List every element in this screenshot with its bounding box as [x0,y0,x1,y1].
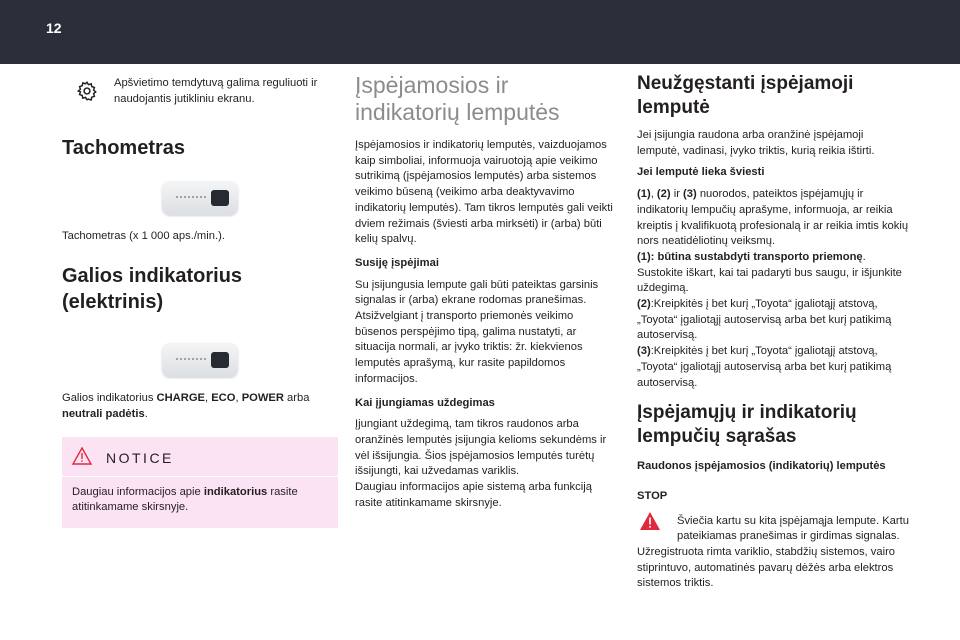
page-header-bar [0,0,960,64]
associated-warnings-subheading: Susiję įspėjimai [355,256,439,269]
right-column [637,72,909,592]
stop-text: Šviečia kartu su kita įspėjamąja lempute. Kartu pateikiamas pranešimas ir girdimas signalas. [677,514,909,543]
notice-box [62,437,338,528]
page-number: 12 [46,20,62,36]
stop-label: STOP [637,489,668,502]
warning-triangle-icon [72,447,92,470]
lamp-list-heading: Įspėjamųjų ir indikatorių lempučių sąrašas [637,402,857,448]
notice-text: Daugiau informacijos apie indikatorius rasite atitinkamame skirsnyje. [72,485,298,514]
notice-title: NOTICE [106,450,174,467]
references-paragraph: (1), (2) ir (3) nuorodos, pateiktos įspėjamųjų ir indikatorių lempučių aprašyme, informuoja, ar reikia kreiptis į kvalifikuotą profesionalą ir ar reikia imtis kokių nors neatidėliotinų veiksmų. [637,188,909,248]
settings-gear-icon [76,80,106,107]
red-lamps-subheading: Raudonos įspėjamosios (indikatorių) lemputės [637,460,886,473]
warning-lamps-heading: Įspėjamosios ir indikatorių lemputės [355,72,560,125]
persistent-lamp-heading: Neužgęstanti įspėjamoji lemputė [637,73,854,118]
warning-lamps-intro: Įspėjamosios ir indikatorių lemputės, vaizduojamos kaip simboliai, informuoja vairuotoją apie veikimo sutrikimą (įspėjamosios lemputės) arba sistemos veikimo būseną (veikimo arba deaktyvavimo indikatorių lemputės). Tam tikros lemputės gali veikti dviem režimais (šviesti arba mirksėti) ir (arba) būti kelių spalvų. [355,139,613,246]
reference-1-paragraph: (1): būtina sustabdyti transporto priemonę. Sustokite iškart, kai tai padaryti bus saugu, ir išjunkite uždegimą. [637,250,902,295]
reference-3-paragraph: (3):Kreipkitės į bet kurį „Toyota“ įgaliotąjį atstovą, „Toyota“ įgaliotąjį autoservisą arba bet kurį patikimą autoservisą. [637,345,892,389]
power-gauge-icon [162,343,238,377]
power-indicator-heading: Galios indikatorius (elektrinis) [62,265,243,314]
dimmer-note-text: Apšvietimo temdytuvą galima reguliuoti ir naudojantis jutikliniu ekranu. [114,77,318,105]
power-indicator-caption: Galios indikatorius CHARGE, ECO, POWER arba neutrali padėtis. [62,392,310,420]
ignition-subheading: Kai įjungiamas uždegimas [355,396,495,409]
middle-column [355,72,617,511]
associated-warnings-text: Su įsijungusia lempute gali būti pateiktas garsinis signalas ir (arba) ekrane rodomas pranešimas. Atsižvelgiant į transporto priemonės veikimo būsenos perspėjimo tipą, galima nustatyti, ar situacija normali, ar įvyko triktis: žr. kiekvienos lemputės aprašymą, kur rasite papildomos informacijos. [355,278,599,385]
tachometer-gauge-icon [162,181,238,215]
reference-2-paragraph: (2):Kreipkitės į bet kurį „Toyota“ įgaliotąjį atstovą, „Toyota“ įgaliotąjį autoservisą arba bet kurį patikimą autoservisą. [637,298,892,342]
dimmer-note [62,76,338,107]
ignition-text: Įjungiant uždegimą, tam tikros raudonos arba oranžinės lemputės įsijungia kelioms sekundėms ir vėl išsijungia. Šios įspėjamosios lemputės turėtų išsijungti, kai užvedamas variklis. [355,418,607,478]
stays-on-subheading: Jei lemputė lieka šviesti [637,166,765,179]
stop-warning-triangle-icon [639,511,661,536]
more-info-text: Daugiau informacijos apie sistemą arba funkciją rasite atitinkamame skirsnyje. [355,481,592,509]
tachometer-heading: Tachometras [62,137,186,160]
stop-fault-text: Užregistruota rimta variklio, stabdžių sistemos, vairo stiprintuvo, automatinės pavarų dėžės arba elektros sistemos triktis. [637,546,896,590]
persistent-lamp-intro: Jei įsijungia raudona arba oranžinė įspėjamoji lemputė, vadinasi, įvyko triktis, kurią reikia ištirti. [637,129,875,157]
tachometer-caption: Tachometras (x 1 000 aps./min.). [62,230,225,243]
left-column [62,76,338,528]
power-indicator-illustration [62,343,338,377]
tachometer-illustration [62,181,338,215]
